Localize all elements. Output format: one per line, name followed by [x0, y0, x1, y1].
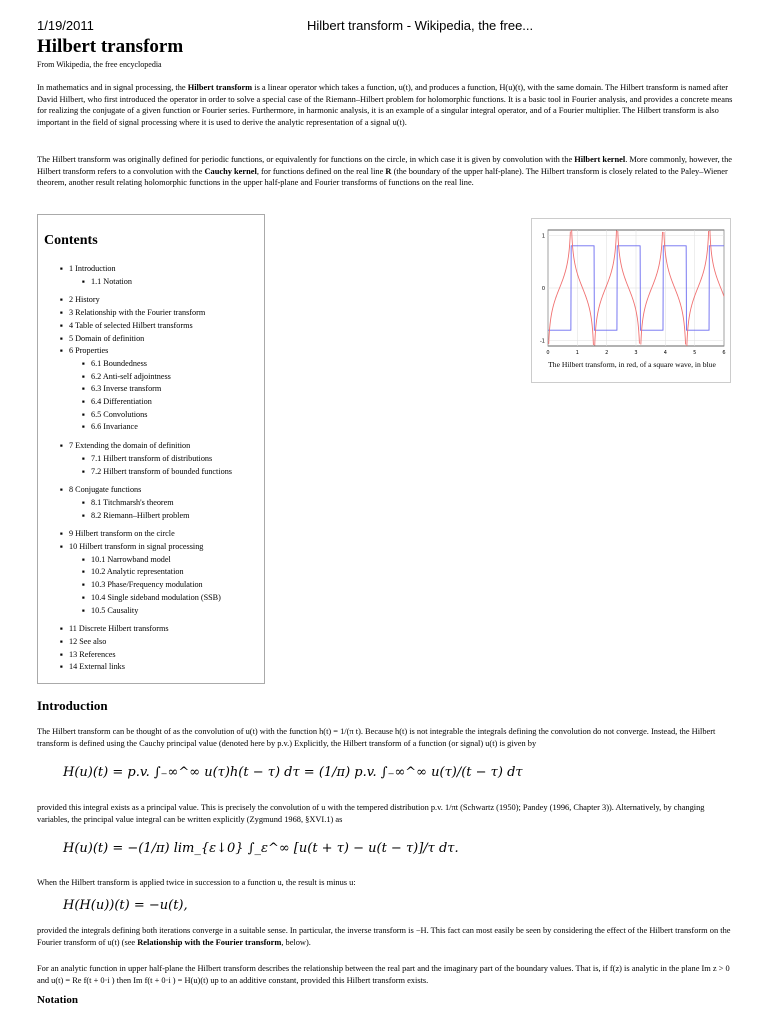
toc-item[interactable]: ■ 10.2 Analytic representation: [60, 566, 232, 579]
toc-item[interactable]: ■ 6.1 Boundedness: [60, 358, 232, 371]
text-run: , for functions defined on the real line: [256, 166, 386, 176]
equation-principal-value: H(u)(t) = −(1/π) lim_{ε↓0} ∫_ε^∞ [u(t + τ) − u(t − τ)]/τ dτ.: [63, 841, 459, 856]
toc-item[interactable]: ■ 6.3 Inverse transform: [60, 383, 232, 396]
article-title: Hilbert transform: [37, 36, 184, 57]
intro-paragraph-1: [37, 82, 734, 129]
introduction-paragraph-5: For an analytic function in upper half-plane the Hilbert transform describes the relationship between the real part and the imaginary part of the boundary values. That is, if f(z) is analytic in the plane Im z > 0 and u(t) = Re f(t + 0·i ) then Im f(t + 0·i ) = H(u)(t) up to an additive constant, provided this Hilbert transform exists.: [37, 964, 730, 985]
toc-item[interactable]: ■ 10.5 Causality: [60, 605, 232, 618]
toc-item[interactable]: ■ 8 Conjugate functions: [60, 484, 232, 497]
figure-caption: The Hilbert transform, in red, of a square wave, in blue: [548, 360, 716, 369]
introduction-paragraph-3: When the Hilbert transform is applied twice in succession to a function u, the result is minus u:: [37, 878, 356, 887]
toc-item[interactable]: ■ 13 References: [60, 649, 232, 662]
toc-item[interactable]: ■ 4 Table of selected Hilbert transforms: [60, 320, 232, 333]
bold-term: Hilbert transform: [187, 83, 253, 92]
toc-item[interactable]: ■ 1 Introduction: [60, 263, 232, 276]
toc-item[interactable]: ■ 3 Relationship with the Fourier transform: [60, 307, 232, 320]
bold-term: R: [385, 166, 392, 176]
square-wave-hilbert-plot: [536, 222, 728, 358]
print-header: [37, 18, 731, 36]
x-tick-label: 5: [693, 350, 697, 356]
toc-item[interactable]: ■ 6.4 Differentiation: [60, 396, 232, 409]
toc-heading: Contents: [44, 233, 98, 248]
toc-item[interactable]: ■ 14 External links: [60, 661, 232, 674]
text-run: , below).: [281, 937, 311, 947]
toc-item[interactable]: ■ 10.4 Single sideband modulation (SSB): [60, 592, 232, 605]
toc-item[interactable]: ■ 10.1 Narrowband model: [60, 554, 232, 567]
y-tick-label: 0: [541, 286, 545, 292]
introduction-paragraph-1: The Hilbert transform can be thought of as the convolution of u(t) with the function h(t) = 1/(π t). Because h(t) is not integrable the integrals defining the convolution do not converge. Instead, the Hilbert transform is defined using the Cauchy principal value (denoted here by p.v.) Explicitly, the Hilbert transform of a function (or signal) u(t) is given by: [37, 727, 716, 748]
link-relationship-fourier[interactable]: Relationship with the Fourier transform: [137, 937, 282, 947]
x-tick-label: 2: [605, 350, 609, 356]
print-date: 1/19/2011: [37, 18, 94, 33]
link-cauchy-kernel[interactable]: Cauchy kernel: [204, 166, 257, 176]
link-hilbert-kernel[interactable]: Hilbert kernel: [574, 155, 626, 164]
text-run: provided the integrals defining both iterations converge in a suitable sense. In particular, the inverse transform is −H. This fact can most easily be seen by considering the effect of the Hilbert transform on the Fourier transform of u(t) (see: [37, 926, 731, 947]
toc-item[interactable]: ■ 8.1 Titchmarsh's theorem: [60, 497, 232, 510]
toc-list: [60, 263, 232, 674]
intro-paragraph-2: [37, 154, 734, 189]
x-tick-label: 3: [634, 350, 638, 356]
x-tick-label: 0: [546, 350, 550, 356]
table-of-contents: [37, 214, 265, 684]
text-run: The Hilbert transform was originally defined for periodic functions, or equivalently for functions on the circle, in which case it is given by convolution with the: [37, 155, 575, 164]
x-tick-label: 1: [575, 350, 579, 356]
introduction-paragraph-2: provided this integral exists as a principal value. This is precisely the convolution of u with the tempered distribution p.v. 1/πt (Schwartz (1950); Pandey (1996, Chapter 3)). Alternatively, by changing variables, the principal value integral can be written explicitly (Zygmund 1968, §XVI.1) as: [37, 803, 705, 824]
equation-hilbert-definition: H(u)(t) = p.v. ∫₋∞^∞ u(τ)h(t − τ) dτ = (1/π) p.v. ∫₋∞^∞ u(τ)/(t − τ) dτ: [63, 765, 523, 780]
toc-item[interactable]: ■ 8.2 Riemann–Hilbert problem: [60, 510, 232, 523]
text-run: In mathematics and in signal processing, the: [37, 83, 188, 92]
figure-box: [531, 218, 731, 383]
toc-item[interactable]: ■ 5 Domain of definition: [60, 333, 232, 346]
x-tick-label: 6: [722, 350, 726, 356]
toc-item[interactable]: ■ 9 Hilbert transform on the circle: [60, 528, 232, 541]
text-run: is a linear operator which takes a function, u(t), and produces a function, H(u)(t), with the same domain. The Hilbert transform is named after David Hilbert, who first introduced the operator in order to solve a special case of the Riemann–Hilbert problem for holomorphic functions. It is a basic tool in Fourier analysis, and provides a concrete means for realizing the conjugate of a given function or Fourier series. Furthermore, in harmonic analysis, it is an example of a singular integral operator, and of a Fourier multiplier. The Hilbert transform is also important in the field of signal processing where it is used to derive the analytic representation of a signal u(t).: [37, 83, 733, 128]
x-tick-label: 4: [663, 350, 667, 356]
toc-item[interactable]: ■ 7.2 Hilbert transform of bounded functions: [60, 466, 232, 479]
toc-item[interactable]: ■ 11 Discrete Hilbert transforms: [60, 623, 232, 636]
toc-item[interactable]: ■ 6.5 Convolutions: [60, 409, 232, 422]
introduction-paragraph-4: [37, 925, 734, 948]
toc-item[interactable]: ■ 7.1 Hilbert transform of distributions: [60, 453, 232, 466]
toc-item[interactable]: ■ 12 See also: [60, 636, 232, 649]
text-run: . More commonly, however, the Hilbert transform refers to a convolution with the: [37, 155, 733, 176]
toc-item[interactable]: ■ 1.1 Notation: [60, 276, 232, 289]
toc-item[interactable]: ■ 10.3 Phase/Frequency modulation: [60, 579, 232, 592]
text-run: (the boundary of the upper half-plane). The Hilbert transform is closely related to the Paley–Wiener theorem, another result relating holomorphic functions in the upper half-plane and Fourier transforms of functions on the real line.: [37, 166, 728, 188]
toc-item[interactable]: ■ 10 Hilbert transform in signal processing: [60, 541, 232, 554]
toc-item[interactable]: ■ 6.6 Invariance: [60, 421, 232, 434]
equation-double-transform: H(H(u))(t) = −u(t),: [63, 898, 188, 913]
print-page-title: Hilbert transform - Wikipedia, the free...: [307, 18, 534, 33]
y-tick-label: 1: [541, 233, 545, 240]
toc-item[interactable]: ■ 2 History: [60, 294, 232, 307]
article-source-line: From Wikipedia, the free encyclopedia: [37, 60, 162, 69]
subsection-heading-notation: Notation: [37, 994, 78, 1006]
toc-item[interactable]: ■ 6 Properties: [60, 345, 232, 358]
toc-item[interactable]: ■ 7 Extending the domain of definition: [60, 440, 232, 453]
section-heading-introduction: Introduction: [37, 698, 108, 713]
toc-item[interactable]: ■ 6.2 Anti-self adjointness: [60, 371, 232, 384]
y-tick-label: -1: [540, 338, 545, 345]
